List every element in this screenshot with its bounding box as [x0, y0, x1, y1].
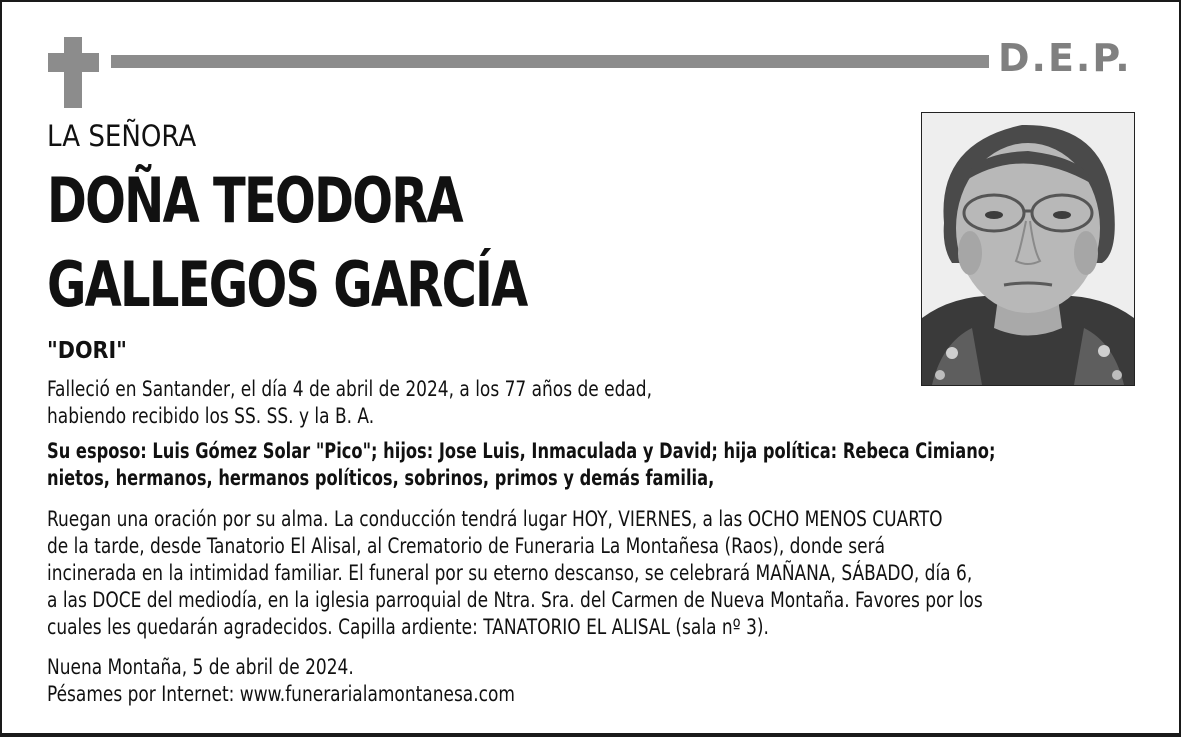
family-list	[47, 438, 995, 492]
footer-date: Nuena Montaña, 5 de abril de 2024.	[47, 655, 354, 679]
death-details	[47, 376, 652, 430]
cross-icon-bar	[48, 53, 99, 72]
ceremony-line: Ruegan una oración por su alma. La conducción tendrá lugar HOY, VIERNES, a las OCHO MENOS CUARTO	[47, 507, 943, 531]
ceremony-line: de la tarde, desde Tanatorio El Alisal, al Crematorio de Funeraria La Montañesa (Raos), donde será	[47, 534, 886, 558]
ceremony-line: incinerada en la intimidad familiar. El funeral por su eterno descanso, se celebrará MAÑANA, SÁBADO, día 6,	[47, 561, 973, 585]
cross-icon	[64, 37, 82, 108]
death-line: Falleció en Santander, el día 4 de abril de 2024, a los 77 años de edad,	[47, 377, 653, 401]
deceased-name-line-1: DOÑA TEODORA	[47, 164, 462, 237]
ceremony-line: cuales les quedarán agradecidos. Capilla ardiente: TANATORIO EL ALISAL (sala nº 3).	[47, 615, 769, 639]
footer-website: Pésames por Internet: www.funerarialamontanesa.com	[47, 682, 515, 706]
ceremony-line: a las DOCE del mediodía, en la iglesia parroquial de Ntra. Sra. del Carmen de Nueva Montaña. Favores por los	[47, 588, 983, 612]
dep-heading: D.E.P.	[998, 36, 1132, 80]
ceremony-details	[47, 506, 983, 641]
deceased-name-line-2: GALLEGOS GARCÍA	[47, 248, 527, 321]
portrait-image	[922, 113, 1134, 385]
footer	[47, 654, 515, 708]
death-line: habiendo recibido los SS. SS. y la B. A.	[47, 404, 375, 428]
salutation: LA SEÑORA	[47, 119, 197, 153]
family-line: nietos, hermanos, hermanos políticos, sobrinos, primos y demás familia,	[47, 466, 715, 490]
family-line: Su esposo: Luis Gómez Solar "Pico"; hijos: Jose Luis, Inmaculada y David; hija política: Rebeca Cimiano;	[47, 439, 996, 463]
header-rule	[111, 55, 989, 68]
nickname: "DORI"	[47, 338, 127, 364]
portrait-photo	[921, 112, 1135, 386]
